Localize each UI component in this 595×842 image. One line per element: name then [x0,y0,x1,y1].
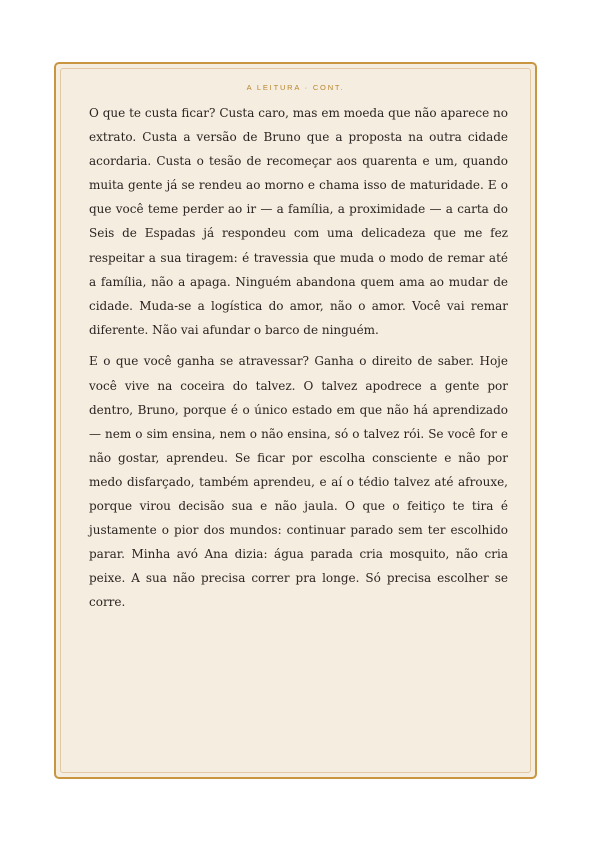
paragraph-1: O que te custa ficar? Custa caro, mas em moeda que não aparece no extrato. Custa a versão de Bruno que a proposta na outra cidade acordaria. Custa o tesão de recomeçar aos quarenta e um, quando muita gente já se rendeu ao morno e chama isso de maturidade. E o que você teme perder ao ir — a família, a proximidade — a carta do Seis de Espadas já respondeu com uma delicadeza que me fez respeitar a sua tiragem: é travessia que muda o modo de remar até a família, não a apaga. Ninguém abandona quem ama ao mudar de cidade. Muda-se a logística do amor, não o amor. Você vai remar diferente. Não vai afundar o barco de ninguém. [89,106,508,337]
paragraph-2: E o que você ganha se atravessar? Ganha o direito de saber. Hoje você vive na coceira do talvez. O talvez apodrece a gente por dentro, Bruno, porque é o único estado em que não há aprendizado — nem o sim ensina, nem o não ensina, só o talvez rói. Se você for e não gostar, aprendeu. Se ficar por escolha consciente e não por medo disfarçado, também aprendeu, e aí o tédio talvez até afrouxe, porque virou decisão sua e não jaula. O que o feitiço te tira é justamente o pior dos mundos: continuar parado sem ter escolhido parar. Minha avó Ana dizia: água parada cria mosquito, não cria peixe. A sua não precisa correr pra longe. Só precisa escolher se corre. [89,354,508,610]
reading-card [54,62,537,779]
section-header: A LEITURA · CONT. [246,83,345,92]
reading-body [89,101,508,622]
